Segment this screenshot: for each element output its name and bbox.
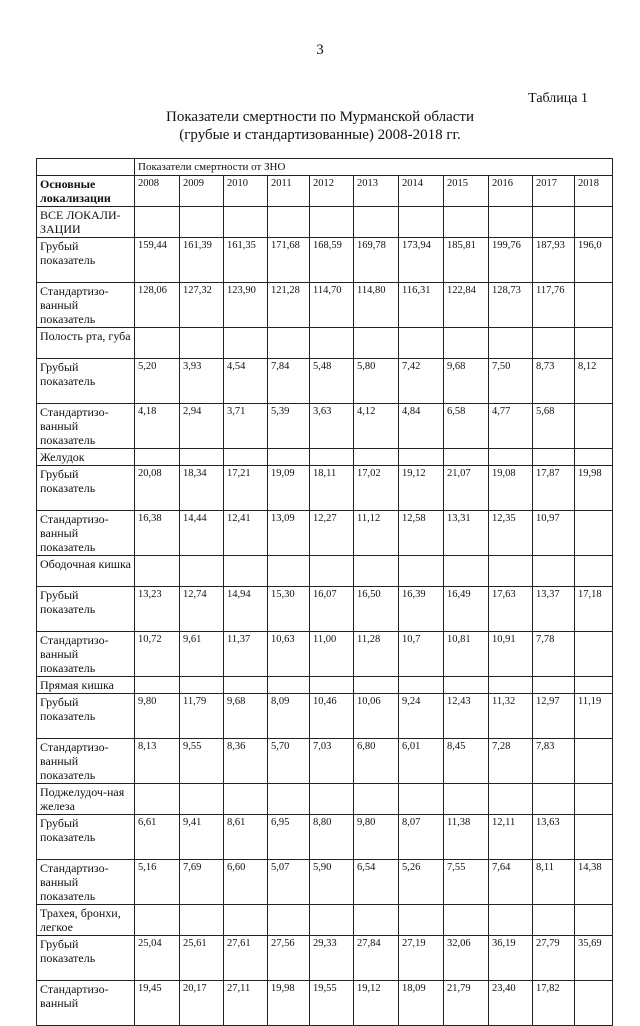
empty-cell bbox=[444, 328, 489, 359]
value-cell: 7,28 bbox=[489, 739, 533, 784]
value-cell: 5,80 bbox=[354, 359, 399, 404]
empty-cell bbox=[533, 449, 575, 466]
value-cell: 16,39 bbox=[399, 587, 444, 632]
section-row bbox=[37, 905, 613, 936]
empty-cell bbox=[575, 905, 613, 936]
empty-cell bbox=[489, 207, 533, 238]
value-cell: 14,94 bbox=[224, 587, 268, 632]
year-header-2017: 2017 bbox=[533, 176, 575, 207]
value-cell: 5,16 bbox=[135, 860, 180, 905]
empty-cell bbox=[224, 207, 268, 238]
value-cell: 14,44 bbox=[180, 511, 224, 556]
value-cell: 9,68 bbox=[224, 694, 268, 739]
value-cell: 20,08 bbox=[135, 466, 180, 511]
value-cell: 17,21 bbox=[224, 466, 268, 511]
empty-cell bbox=[310, 905, 354, 936]
value-cell: 6,80 bbox=[354, 739, 399, 784]
table-row bbox=[37, 739, 613, 784]
value-cell: 19,12 bbox=[354, 981, 399, 1026]
value-cell: 11,00 bbox=[310, 632, 354, 677]
empty-cell bbox=[575, 207, 613, 238]
value-cell: 11,38 bbox=[444, 815, 489, 860]
empty-cell bbox=[489, 449, 533, 466]
value-cell bbox=[575, 815, 613, 860]
value-cell: 12,43 bbox=[444, 694, 489, 739]
value-cell: 8,12 bbox=[575, 359, 613, 404]
group-header-row bbox=[37, 159, 613, 176]
section-label: Ободочная кишка bbox=[37, 556, 135, 587]
empty-cell bbox=[310, 328, 354, 359]
value-cell: 8,73 bbox=[533, 359, 575, 404]
empty-cell bbox=[354, 784, 399, 815]
empty-cell bbox=[268, 905, 310, 936]
value-cell: 5,26 bbox=[399, 860, 444, 905]
value-cell: 6,01 bbox=[399, 739, 444, 784]
empty-cell bbox=[268, 328, 310, 359]
value-cell: 9,80 bbox=[135, 694, 180, 739]
empty-cell bbox=[135, 905, 180, 936]
table-row bbox=[37, 587, 613, 632]
header-empty-cell bbox=[37, 159, 135, 176]
value-cell: 11,79 bbox=[180, 694, 224, 739]
table-row bbox=[37, 860, 613, 905]
section-label: Поджелудоч-ная железа bbox=[37, 784, 135, 815]
section-label: ВСЕ ЛОКАЛИ-ЗАЦИИ bbox=[37, 207, 135, 238]
value-cell: 13,31 bbox=[444, 511, 489, 556]
value-cell: 19,55 bbox=[310, 981, 354, 1026]
value-cell: 5,07 bbox=[268, 860, 310, 905]
row-label: Стандартизо-ванный показатель bbox=[37, 860, 135, 905]
value-cell: 7,55 bbox=[444, 860, 489, 905]
value-cell: 23,40 bbox=[489, 981, 533, 1026]
empty-cell bbox=[399, 449, 444, 466]
table-row bbox=[37, 981, 613, 1026]
value-cell: 16,50 bbox=[354, 587, 399, 632]
empty-cell bbox=[575, 784, 613, 815]
empty-cell bbox=[533, 905, 575, 936]
year-header-2012: 2012 bbox=[310, 176, 354, 207]
value-cell: 187,93 bbox=[533, 238, 575, 283]
empty-cell bbox=[354, 677, 399, 694]
year-header-row bbox=[37, 176, 613, 207]
empty-cell bbox=[180, 449, 224, 466]
value-cell: 4,12 bbox=[354, 404, 399, 449]
value-cell: 9,24 bbox=[399, 694, 444, 739]
value-cell: 25,04 bbox=[135, 936, 180, 981]
value-cell: 17,63 bbox=[489, 587, 533, 632]
empty-cell bbox=[180, 677, 224, 694]
value-cell: 10,72 bbox=[135, 632, 180, 677]
empty-cell bbox=[444, 556, 489, 587]
value-cell: 16,38 bbox=[135, 511, 180, 556]
value-cell: 9,80 bbox=[354, 815, 399, 860]
empty-cell bbox=[444, 905, 489, 936]
year-header-2015: 2015 bbox=[444, 176, 489, 207]
value-cell: 27,79 bbox=[533, 936, 575, 981]
value-cell: 13,23 bbox=[135, 587, 180, 632]
value-cell: 3,93 bbox=[180, 359, 224, 404]
table-row bbox=[37, 632, 613, 677]
value-cell: 6,95 bbox=[268, 815, 310, 860]
value-cell: 122,84 bbox=[444, 283, 489, 328]
empty-cell bbox=[399, 556, 444, 587]
value-cell: 19,45 bbox=[135, 981, 180, 1026]
empty-cell bbox=[444, 784, 489, 815]
empty-cell bbox=[224, 677, 268, 694]
value-cell: 12,27 bbox=[310, 511, 354, 556]
empty-cell bbox=[354, 207, 399, 238]
value-cell: 171,68 bbox=[268, 238, 310, 283]
value-cell: 27,56 bbox=[268, 936, 310, 981]
table-row bbox=[37, 815, 613, 860]
value-cell: 169,78 bbox=[354, 238, 399, 283]
value-cell: 32,06 bbox=[444, 936, 489, 981]
empty-cell bbox=[489, 328, 533, 359]
value-cell: 10,06 bbox=[354, 694, 399, 739]
table-body bbox=[37, 207, 613, 1026]
title-line-1: Показатели смертности по Мурманской области bbox=[166, 109, 474, 125]
value-cell: 3,63 bbox=[310, 404, 354, 449]
empty-cell bbox=[575, 677, 613, 694]
row-label: Грубый показатель bbox=[37, 359, 135, 404]
value-cell: 12,58 bbox=[399, 511, 444, 556]
value-cell: 9,68 bbox=[444, 359, 489, 404]
empty-cell bbox=[489, 784, 533, 815]
empty-cell bbox=[354, 905, 399, 936]
empty-cell bbox=[399, 784, 444, 815]
value-cell: 4,54 bbox=[224, 359, 268, 404]
value-cell: 19,09 bbox=[268, 466, 310, 511]
empty-cell bbox=[444, 207, 489, 238]
value-cell: 5,20 bbox=[135, 359, 180, 404]
section-label: Желудок bbox=[37, 449, 135, 466]
empty-cell bbox=[135, 328, 180, 359]
value-cell: 8,09 bbox=[268, 694, 310, 739]
empty-cell bbox=[135, 784, 180, 815]
empty-cell bbox=[268, 556, 310, 587]
value-cell: 128,73 bbox=[489, 283, 533, 328]
year-header-2014: 2014 bbox=[399, 176, 444, 207]
empty-cell bbox=[310, 677, 354, 694]
page-number: 3 bbox=[316, 42, 324, 58]
value-cell: 5,70 bbox=[268, 739, 310, 784]
row-label: Стандартизо-ванный показатель bbox=[37, 739, 135, 784]
value-cell: 9,55 bbox=[180, 739, 224, 784]
empty-cell bbox=[180, 784, 224, 815]
value-cell: 17,87 bbox=[533, 466, 575, 511]
value-cell: 4,84 bbox=[399, 404, 444, 449]
empty-cell bbox=[533, 677, 575, 694]
empty-cell bbox=[489, 905, 533, 936]
value-cell: 7,03 bbox=[310, 739, 354, 784]
value-cell: 10,97 bbox=[533, 511, 575, 556]
empty-cell bbox=[135, 449, 180, 466]
value-cell bbox=[575, 283, 613, 328]
value-cell: 127,32 bbox=[180, 283, 224, 328]
empty-cell bbox=[399, 207, 444, 238]
section-label: Полость рта, губа bbox=[37, 328, 135, 359]
row-label: Стандартизо-ванный bbox=[37, 981, 135, 1026]
empty-cell bbox=[135, 207, 180, 238]
empty-cell bbox=[310, 449, 354, 466]
empty-cell bbox=[444, 677, 489, 694]
title-line-2: (грубые и стандартизованные) 2008-2018 гг. bbox=[179, 127, 461, 143]
value-cell: 36,19 bbox=[489, 936, 533, 981]
table-label: Таблица 1 bbox=[528, 91, 588, 106]
empty-cell bbox=[399, 328, 444, 359]
value-cell: 12,97 bbox=[533, 694, 575, 739]
value-cell: 4,18 bbox=[135, 404, 180, 449]
row-label: Грубый показатель bbox=[37, 815, 135, 860]
value-cell: 199,76 bbox=[489, 238, 533, 283]
value-cell: 17,02 bbox=[354, 466, 399, 511]
value-cell: 11,28 bbox=[354, 632, 399, 677]
value-cell: 6,60 bbox=[224, 860, 268, 905]
row-label: Грубый показатель bbox=[37, 466, 135, 511]
value-cell: 11,32 bbox=[489, 694, 533, 739]
value-cell: 9,61 bbox=[180, 632, 224, 677]
empty-cell bbox=[224, 328, 268, 359]
table-row bbox=[37, 936, 613, 981]
empty-cell bbox=[224, 784, 268, 815]
value-cell: 8,36 bbox=[224, 739, 268, 784]
value-cell: 6,61 bbox=[135, 815, 180, 860]
value-cell: 5,48 bbox=[310, 359, 354, 404]
value-cell: 7,84 bbox=[268, 359, 310, 404]
value-cell: 20,17 bbox=[180, 981, 224, 1026]
value-cell: 11,37 bbox=[224, 632, 268, 677]
value-cell: 8,11 bbox=[533, 860, 575, 905]
value-cell: 18,09 bbox=[399, 981, 444, 1026]
value-cell: 8,07 bbox=[399, 815, 444, 860]
value-cell: 114,70 bbox=[310, 283, 354, 328]
value-cell: 27,11 bbox=[224, 981, 268, 1026]
empty-cell bbox=[533, 784, 575, 815]
empty-cell bbox=[268, 784, 310, 815]
table-row bbox=[37, 238, 613, 283]
value-cell: 121,28 bbox=[268, 283, 310, 328]
value-cell: 10,63 bbox=[268, 632, 310, 677]
value-cell: 114,80 bbox=[354, 283, 399, 328]
value-cell: 27,19 bbox=[399, 936, 444, 981]
value-cell: 12,41 bbox=[224, 511, 268, 556]
empty-cell bbox=[224, 556, 268, 587]
value-cell bbox=[575, 739, 613, 784]
mortality-table bbox=[36, 158, 613, 1026]
value-cell: 6,54 bbox=[354, 860, 399, 905]
year-header-2016: 2016 bbox=[489, 176, 533, 207]
value-cell: 161,35 bbox=[224, 238, 268, 283]
value-cell: 196,0 bbox=[575, 238, 613, 283]
value-cell: 21,07 bbox=[444, 466, 489, 511]
value-cell: 8,80 bbox=[310, 815, 354, 860]
value-cell: 14,38 bbox=[575, 860, 613, 905]
table-head bbox=[37, 159, 613, 207]
year-header-2010: 2010 bbox=[224, 176, 268, 207]
empty-cell bbox=[354, 328, 399, 359]
value-cell bbox=[575, 511, 613, 556]
empty-cell bbox=[135, 677, 180, 694]
value-cell: 116,31 bbox=[399, 283, 444, 328]
section-row bbox=[37, 449, 613, 466]
empty-cell bbox=[533, 328, 575, 359]
empty-cell bbox=[310, 784, 354, 815]
value-cell: 18,11 bbox=[310, 466, 354, 511]
empty-cell bbox=[575, 449, 613, 466]
empty-cell bbox=[533, 207, 575, 238]
value-cell: 8,13 bbox=[135, 739, 180, 784]
table-row bbox=[37, 283, 613, 328]
table-row bbox=[37, 466, 613, 511]
table-row bbox=[37, 404, 613, 449]
value-cell: 5,90 bbox=[310, 860, 354, 905]
value-cell bbox=[575, 632, 613, 677]
value-cell: 123,90 bbox=[224, 283, 268, 328]
value-cell: 19,12 bbox=[399, 466, 444, 511]
value-cell: 19,98 bbox=[575, 466, 613, 511]
row-label: Стандартизо-ванный показатель bbox=[37, 511, 135, 556]
section-row bbox=[37, 784, 613, 815]
value-cell: 7,83 bbox=[533, 739, 575, 784]
row-label: Грубый показатель bbox=[37, 936, 135, 981]
value-cell: 7,50 bbox=[489, 359, 533, 404]
value-cell: 13,63 bbox=[533, 815, 575, 860]
group-header-cell: Показатели смертности от ЗНО bbox=[135, 159, 613, 176]
value-cell: 8,45 bbox=[444, 739, 489, 784]
empty-cell bbox=[268, 207, 310, 238]
value-cell: 7,42 bbox=[399, 359, 444, 404]
table-row bbox=[37, 511, 613, 556]
document-title bbox=[0, 108, 640, 144]
value-cell: 11,12 bbox=[354, 511, 399, 556]
row-label: Стандартизо-ванный показатель bbox=[37, 283, 135, 328]
row-label: Грубый показатель bbox=[37, 694, 135, 739]
section-row bbox=[37, 328, 613, 359]
value-cell: 17,82 bbox=[533, 981, 575, 1026]
value-cell: 5,39 bbox=[268, 404, 310, 449]
value-cell: 21,79 bbox=[444, 981, 489, 1026]
value-cell: 173,94 bbox=[399, 238, 444, 283]
year-header-2013: 2013 bbox=[354, 176, 399, 207]
value-cell: 12,74 bbox=[180, 587, 224, 632]
section-row bbox=[37, 677, 613, 694]
value-cell: 13,37 bbox=[533, 587, 575, 632]
row-label: Стандартизо-ванный показатель bbox=[37, 404, 135, 449]
empty-cell bbox=[310, 207, 354, 238]
value-cell: 2,94 bbox=[180, 404, 224, 449]
value-cell: 185,81 bbox=[444, 238, 489, 283]
empty-cell bbox=[444, 449, 489, 466]
empty-cell bbox=[489, 677, 533, 694]
value-cell: 117,76 bbox=[533, 283, 575, 328]
empty-cell bbox=[399, 677, 444, 694]
value-cell: 25,61 bbox=[180, 936, 224, 981]
value-cell: 10,91 bbox=[489, 632, 533, 677]
section-label: Прямая кишка bbox=[37, 677, 135, 694]
empty-cell bbox=[135, 556, 180, 587]
empty-cell bbox=[224, 449, 268, 466]
value-cell: 27,84 bbox=[354, 936, 399, 981]
year-header-2009: 2009 bbox=[180, 176, 224, 207]
value-cell: 10,46 bbox=[310, 694, 354, 739]
empty-cell bbox=[268, 449, 310, 466]
empty-cell bbox=[224, 905, 268, 936]
value-cell: 15,30 bbox=[268, 587, 310, 632]
empty-cell bbox=[180, 207, 224, 238]
value-cell: 7,69 bbox=[180, 860, 224, 905]
value-cell: 16,07 bbox=[310, 587, 354, 632]
value-cell: 19,08 bbox=[489, 466, 533, 511]
value-cell: 161,39 bbox=[180, 238, 224, 283]
table-row bbox=[37, 359, 613, 404]
value-cell: 10,7 bbox=[399, 632, 444, 677]
value-cell: 16,49 bbox=[444, 587, 489, 632]
value-cell: 17,18 bbox=[575, 587, 613, 632]
value-cell: 13,09 bbox=[268, 511, 310, 556]
value-cell: 19,98 bbox=[268, 981, 310, 1026]
value-cell: 168,59 bbox=[310, 238, 354, 283]
value-cell: 3,71 bbox=[224, 404, 268, 449]
year-header-2011: 2011 bbox=[268, 176, 310, 207]
value-cell: 6,58 bbox=[444, 404, 489, 449]
empty-cell bbox=[575, 328, 613, 359]
empty-cell bbox=[533, 556, 575, 587]
value-cell: 159,44 bbox=[135, 238, 180, 283]
row-label: Грубый показатель bbox=[37, 587, 135, 632]
value-cell: 18,34 bbox=[180, 466, 224, 511]
empty-cell bbox=[180, 556, 224, 587]
empty-cell bbox=[399, 905, 444, 936]
value-cell bbox=[575, 404, 613, 449]
value-cell: 8,61 bbox=[224, 815, 268, 860]
year-header-2008: 2008 bbox=[135, 176, 180, 207]
empty-cell bbox=[268, 677, 310, 694]
value-cell: 7,78 bbox=[533, 632, 575, 677]
value-cell: 9,41 bbox=[180, 815, 224, 860]
value-cell: 12,35 bbox=[489, 511, 533, 556]
value-cell: 27,61 bbox=[224, 936, 268, 981]
empty-cell bbox=[310, 556, 354, 587]
row-label: Грубый показатель bbox=[37, 238, 135, 283]
empty-cell bbox=[180, 905, 224, 936]
row-label: Стандартизо-ванный показатель bbox=[37, 632, 135, 677]
empty-cell bbox=[575, 556, 613, 587]
first-column-header: Основные локализации bbox=[37, 176, 135, 207]
value-cell: 10,81 bbox=[444, 632, 489, 677]
value-cell: 12,11 bbox=[489, 815, 533, 860]
empty-cell bbox=[489, 556, 533, 587]
value-cell: 11,19 bbox=[575, 694, 613, 739]
value-cell bbox=[575, 981, 613, 1026]
table-row bbox=[37, 694, 613, 739]
empty-cell bbox=[354, 556, 399, 587]
empty-cell bbox=[354, 449, 399, 466]
value-cell: 5,68 bbox=[533, 404, 575, 449]
value-cell: 35,69 bbox=[575, 936, 613, 981]
section-row bbox=[37, 207, 613, 238]
value-cell: 7,64 bbox=[489, 860, 533, 905]
value-cell: 4,77 bbox=[489, 404, 533, 449]
value-cell: 29,33 bbox=[310, 936, 354, 981]
year-header-2018: 2018 bbox=[575, 176, 613, 207]
section-label: Трахея, бронхи, легкое bbox=[37, 905, 135, 936]
value-cell: 128,06 bbox=[135, 283, 180, 328]
section-row bbox=[37, 556, 613, 587]
empty-cell bbox=[180, 328, 224, 359]
